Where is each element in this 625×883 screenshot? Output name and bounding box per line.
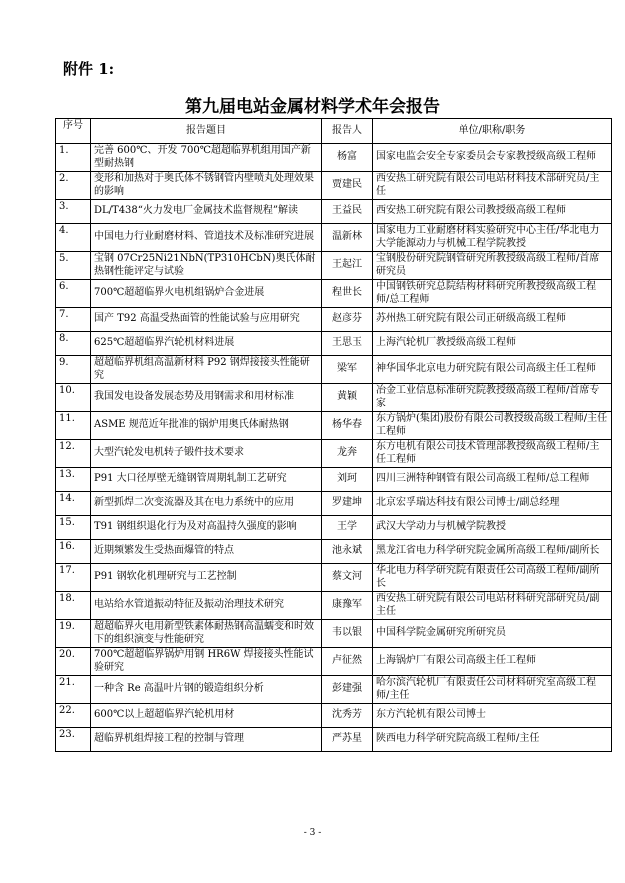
- row-number: 1.: [56, 144, 91, 172]
- header-title: 报告题目: [91, 119, 322, 144]
- report-title: 中国电力行业耐磨材料、管道技术及标准研究进展: [91, 224, 322, 252]
- reporter-unit: 西安热工研究院有限公司教授级高级工程师: [373, 200, 612, 224]
- row-number: 19.: [56, 620, 91, 648]
- row-number: 21.: [56, 676, 91, 704]
- table-row: [56, 280, 612, 308]
- reporter-name: 康豫军: [322, 592, 373, 620]
- report-title: P91 大口径厚壁无缝钢管周期轧制工艺研究: [91, 468, 322, 492]
- table-row: [56, 384, 612, 412]
- reporter-name: 池永斌: [322, 540, 373, 564]
- report-title: 600℃以上超超临界汽轮机用材: [91, 704, 322, 728]
- report-title: 一种含 Re 高温叶片钢的锻造组织分析: [91, 676, 322, 704]
- reporter-name: 梁军: [322, 356, 373, 384]
- report-title: 超超临界火电用新型铁素体耐热钢高温蠕变和时效下的组织演变与性能研究: [91, 620, 322, 648]
- row-number: 4.: [56, 224, 91, 252]
- table-row: [56, 516, 612, 540]
- page-number: - 3 -: [303, 828, 322, 838]
- row-number: 8.: [56, 332, 91, 356]
- reporter-unit: 上海锅炉厂有限公司高级主任工程师: [373, 648, 612, 676]
- report-title: 完善 600℃、开发 700℃超超临界机组用国产新型耐热钢: [91, 144, 322, 172]
- table-row: [56, 356, 612, 384]
- header-reporter: 报告人: [322, 119, 373, 144]
- reporter-name: 卢征然: [322, 648, 373, 676]
- report-title: ASME 规范近年批准的锅炉用奥氏体耐热钢: [91, 412, 322, 440]
- report-table: [55, 118, 612, 752]
- reporter-unit: 四川三洲特种钢管有限公司高级工程师/总工程师: [373, 468, 612, 492]
- report-title: 变形和加热对于奥氏体不锈钢管内壁喷丸处理效果的影响: [91, 172, 322, 200]
- report-title: P91 钢软化机理研究与工艺控制: [91, 564, 322, 592]
- reporter-name: 杨华春: [322, 412, 373, 440]
- reporter-name: 罗建坤: [322, 492, 373, 516]
- reporter-unit: 哈尔滨汽轮机厂有限责任公司材料研究室高级工程师/主任: [373, 676, 612, 704]
- reporter-name: 龙奔: [322, 440, 373, 468]
- reporter-name: 刘珂: [322, 468, 373, 492]
- table-row: [56, 648, 612, 676]
- reporter-unit: 西安热工研究院有限公司电站材料研究部研究员/副主任: [373, 592, 612, 620]
- reporter-unit: 东方汽轮机有限公司博士: [373, 704, 612, 728]
- row-number: 15.: [56, 516, 91, 540]
- reporter-unit: 黑龙江省电力科学研究院金属所高级工程师/副所长: [373, 540, 612, 564]
- table-row: [56, 728, 612, 752]
- report-title: 新型抓焊二次变流器及其在电力系统中的应用: [91, 492, 322, 516]
- reporter-name: 王学: [322, 516, 373, 540]
- table-row: [56, 332, 612, 356]
- table-row: [56, 200, 612, 224]
- reporter-unit: 北京宏孚瑞达科技有限公司博士/副总经理: [373, 492, 612, 516]
- table-body: [56, 144, 612, 752]
- row-number: 9.: [56, 356, 91, 384]
- report-title: 宝钢 07Cr25Ni21NbN(TP310HCbN)奥氏体耐热钢性能评定与试验: [91, 252, 322, 280]
- row-number: 12.: [56, 440, 91, 468]
- row-number: 10.: [56, 384, 91, 412]
- row-number: 3.: [56, 200, 91, 224]
- reporter-name: 杨富: [322, 144, 373, 172]
- reporter-name: 贾建民: [322, 172, 373, 200]
- reporter-name: 彭建强: [322, 676, 373, 704]
- row-number: 23.: [56, 728, 91, 752]
- row-number: 11.: [56, 412, 91, 440]
- table-row: [56, 592, 612, 620]
- table-row: [56, 172, 612, 200]
- row-number: 20.: [56, 648, 91, 676]
- report-title: 超超临界机组高温新材料 P92 钢焊接接头性能研究: [91, 356, 322, 384]
- table-row: [56, 224, 612, 252]
- report-title: 700℃超超临界火电机组锅炉合金进展: [91, 280, 322, 308]
- row-number: 13.: [56, 468, 91, 492]
- report-title: 超临界机组焊接工程的控制与管理: [91, 728, 322, 752]
- table-header-row: [56, 119, 612, 144]
- table-row: [56, 468, 612, 492]
- table-row: [56, 308, 612, 332]
- reporter-unit: 东方电机有限公司技术管理部教授级高级工程师/主任工程师: [373, 440, 612, 468]
- reporter-name: 王益民: [322, 200, 373, 224]
- reporter-unit: 陕西电力科学研究院高级工程师/主任: [373, 728, 612, 752]
- attachment-label: 附件 1:: [63, 60, 115, 78]
- report-title: 近期频繁发生受热面爆管的特点: [91, 540, 322, 564]
- row-number: 2.: [56, 172, 91, 200]
- report-title: DL/T438“火力发电厂金属技术监督规程”解读: [91, 200, 322, 224]
- reporter-name: 程世长: [322, 280, 373, 308]
- report-title: 电站给水管道振动特征及振动治理技术研究: [91, 592, 322, 620]
- table-row: [56, 540, 612, 564]
- table-row: [56, 704, 612, 728]
- reporter-name: 严苏星: [322, 728, 373, 752]
- row-number: 6.: [56, 280, 91, 308]
- row-number: 17.: [56, 564, 91, 592]
- table-row: [56, 676, 612, 704]
- reporter-unit: 西安热工研究院有限公司电站材料技术部研究员/主任: [373, 172, 612, 200]
- reporter-name: 王思玉: [322, 332, 373, 356]
- header-no: 序号: [56, 119, 91, 144]
- report-title: 625℃超超临界汽轮机材料进展: [91, 332, 322, 356]
- table-row: [56, 412, 612, 440]
- reporter-unit: 神华国华北京电力研究院有限公司高级主任工程师: [373, 356, 612, 384]
- row-number: 7.: [56, 308, 91, 332]
- reporter-name: 黄颖: [322, 384, 373, 412]
- report-title: 国产 T92 高温受热面管的性能试验与应用研究: [91, 308, 322, 332]
- reporter-unit: 宝钢股份研究院钢管研究所教授级高级工程师/首席研究员: [373, 252, 612, 280]
- reporter-name: 沈秀芳: [322, 704, 373, 728]
- reporter-unit: 国家电力工业耐磨材料实验研究中心主任/华北电力大学能源动力与机械工程学院教授: [373, 224, 612, 252]
- table-row: [56, 252, 612, 280]
- table-row: [56, 440, 612, 468]
- row-number: 16.: [56, 540, 91, 564]
- header-unit: 单位/职称/职务: [373, 119, 612, 144]
- report-title: 我国发电设备发展态势及用钢需求和用材标准: [91, 384, 322, 412]
- table-row: [56, 620, 612, 648]
- row-number: 14.: [56, 492, 91, 516]
- row-number: 18.: [56, 592, 91, 620]
- reporter-unit: 华北电力科学研究院有限责任公司高级工程师/副所长: [373, 564, 612, 592]
- reporter-unit: 武汉大学动力与机械学院教授: [373, 516, 612, 540]
- reporter-name: 温新林: [322, 224, 373, 252]
- report-title: 大型汽轮发电机转子锻件技术要求: [91, 440, 322, 468]
- reporter-unit: 苏州热工研究院有限公司正研级高级工程师: [373, 308, 612, 332]
- report-title: T91 钢组织退化行为及对高温持久强度的影响: [91, 516, 322, 540]
- reporter-unit: 中国钢铁研究总院结构材料研究所教授级高级工程师/总工程师: [373, 280, 612, 308]
- reporter-unit: 冶金工业信息标准研究院教授级高级工程师/首席专家: [373, 384, 612, 412]
- reporter-unit: 中国科学院金属研究所研究员: [373, 620, 612, 648]
- reporter-unit: 上海汽轮机厂教授级高级工程师: [373, 332, 612, 356]
- row-number: 5.: [56, 252, 91, 280]
- report-title: 700℃超超临界锅炉用钢 HR6W 焊接接头性能试验研究: [91, 648, 322, 676]
- reporter-unit: 东方锅炉(集团)股份有限公司教授级高级工程师/主任工程师: [373, 412, 612, 440]
- reporter-name: 赵彦芬: [322, 308, 373, 332]
- reporter-name: 韦以银: [322, 620, 373, 648]
- reporter-name: 王起江: [322, 252, 373, 280]
- reporter-name: 蔡文河: [322, 564, 373, 592]
- table-row: [56, 564, 612, 592]
- row-number: 22.: [56, 704, 91, 728]
- document-title: 第九届电站金属材料学术年会报告: [185, 97, 440, 117]
- reporter-unit: 国家电监会安全专家委员会专家教授级高级工程师: [373, 144, 612, 172]
- table-row: [56, 492, 612, 516]
- table-row: [56, 144, 612, 172]
